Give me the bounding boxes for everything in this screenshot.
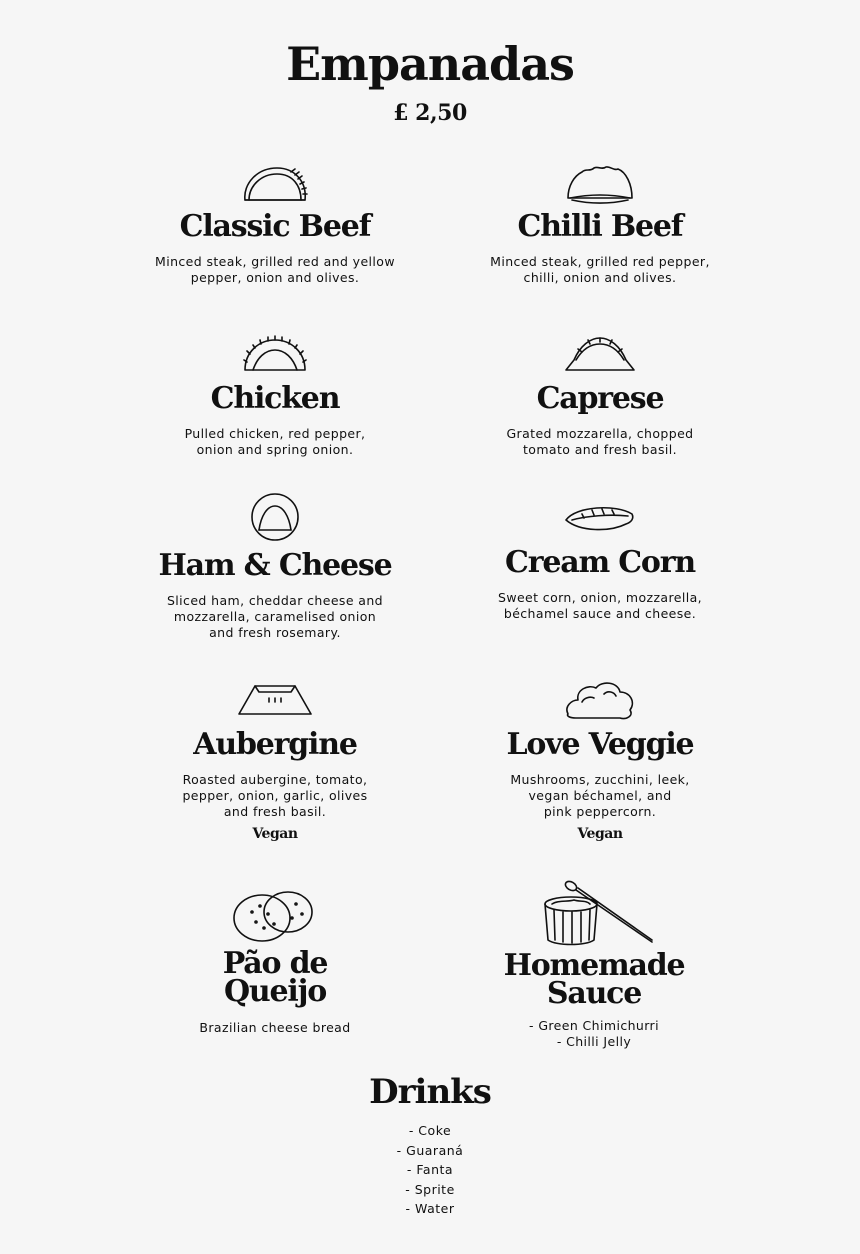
item-description: Sweet corn, onion, mozzarella, béchamel sauce and cheese.	[497, 590, 703, 621]
menu-item-love-veggie	[450, 678, 750, 842]
list-item: - Guaraná	[396, 1142, 464, 1158]
item-name: Pão de Queijo	[222, 946, 328, 1009]
item-description: - Green Chimichurri - Chilli Jelly	[529, 1018, 659, 1049]
empanada-leaf-icon	[560, 500, 640, 540]
price-label: £ 2,50	[393, 100, 467, 126]
empanada-trapezoid-icon	[235, 680, 315, 720]
menu-item-cream-corn	[450, 500, 750, 622]
vegan-badge: Vegan	[252, 826, 298, 842]
menu-item-ham-cheese	[125, 492, 425, 641]
item-description: Brazilian cheese bread	[199, 1020, 351, 1035]
empanada-fringed-icon	[235, 332, 315, 376]
item-description: Minced steak, grilled red and yellow pepper, onion and olives.	[155, 254, 395, 285]
empanada-half-moon-icon	[235, 160, 315, 206]
item-description: Mushrooms, zucchini, leek, vegan béchamel, and pink peppercorn.	[510, 772, 690, 819]
menu-item-aubergine	[125, 680, 425, 842]
item-description: Roasted aubergine, tomato, pepper, onion, garlic, olives and fresh basil.	[182, 772, 368, 819]
empanada-round-icon	[235, 492, 315, 542]
drinks-list	[0, 1121, 860, 1219]
item-name: Chicken	[210, 381, 340, 416]
item-name: Homemade Sauce	[503, 948, 685, 1011]
list-item: - Water	[405, 1201, 455, 1216]
item-description: Grated mozzarella, chopped tomato and fresh basil.	[506, 426, 694, 457]
item-name: Love Veggie	[506, 727, 694, 762]
item-description: Pulled chicken, red pepper, onion and spring onion.	[184, 426, 366, 457]
item-description: Minced steak, grilled red pepper, chilli, onion and olives.	[490, 254, 710, 285]
empanada-pointed-icon	[560, 332, 640, 376]
page-title: Empanadas	[286, 37, 574, 91]
vegan-badge: Vegan	[577, 826, 623, 842]
empanada-crimped-icon	[560, 160, 640, 206]
sauce-pot-spoon-icon	[534, 876, 654, 948]
list-item: - Fanta	[406, 1162, 454, 1177]
item-description: Sliced ham, cheddar cheese and mozzarella, caramelised onion and fresh rosemary.	[166, 593, 384, 640]
menu-item-chicken	[125, 332, 425, 458]
item-name: Classic Beef	[179, 209, 371, 244]
list-item: - Coke	[408, 1123, 452, 1138]
menu-item-caprese	[450, 332, 750, 458]
menu-item-classic-beef	[125, 160, 425, 286]
item-name: Aubergine	[193, 727, 357, 762]
menu-item-homemade-sauce	[444, 876, 744, 1050]
drinks-title: Drinks	[369, 1072, 491, 1112]
menu-item-pao-de-queijo	[125, 888, 425, 1036]
list-item: - Sprite	[405, 1181, 455, 1197]
item-name: Chilli Beef	[517, 209, 683, 244]
item-name: Caprese	[536, 381, 664, 416]
menu-item-chilli-beef	[450, 160, 750, 286]
item-name: Cream Corn	[505, 545, 695, 580]
cheese-bread-icon	[230, 888, 320, 944]
item-name: Ham & Cheese	[158, 548, 392, 583]
empanada-puffy-icon	[560, 678, 640, 722]
